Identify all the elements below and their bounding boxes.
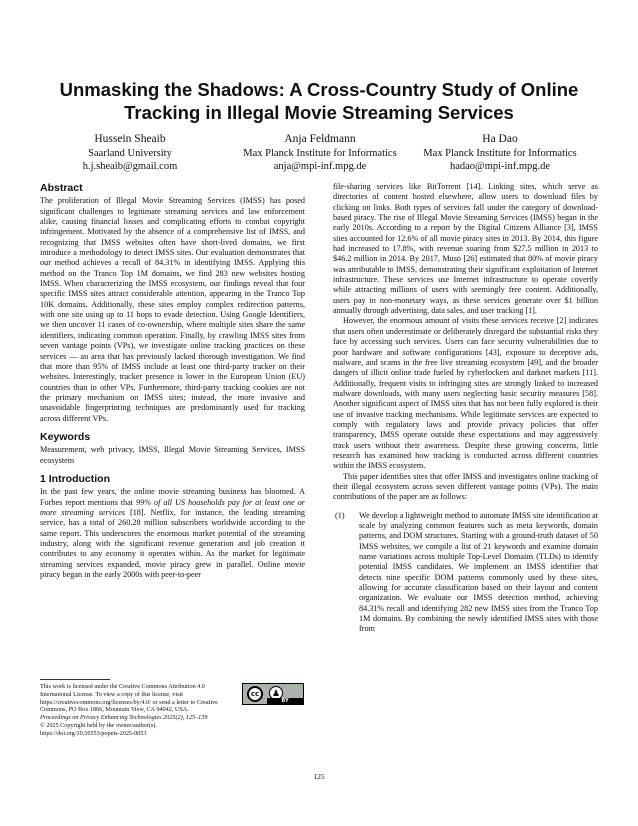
author-email: anja@mpi-inf.mpg.de bbox=[273, 161, 367, 172]
cc-by-badge-icon bbox=[242, 683, 304, 705]
contribution-list-item bbox=[333, 511, 598, 635]
intro-text-b: [18]. Netflix, for instance, the leading streaming service, has a total of 260.28 million subscribers worldwide according to the same report. This underscores the enormous market potential of the streaming industry, along with the significant revenue generation and job creation it contributes to any economy it operates within. As the market for legitimate streaming services expanded, movie piracy grew in parallel. Online movie piracy began in the early 2000s with peer-to-peer bbox=[40, 507, 306, 580]
list-text: We develop a lightweight method to automate IMSS site identification at scale by analyzing common features such as meta keywords, domain patterns, and DOM structures. Starting with a ground-truth dataset of 50 IMSS websites, we compile a list of 21 keywords and examine domain name variations across multiple Top-Level Domains (TLDs) to identify potential IMSS candidates. We implement an IMSS identifier that detects nine specific DOM patterns commonly used by these sites, allowing for accurate classification based on their layout and content organization. We evaluate our IMSS detection method, achieving 84.31% recall and identifying 282 new IMSS sites from the Tranco Top 1M domains. By combining the newly identified IMSS sites with those from bbox=[359, 510, 598, 634]
cc-icon: cc bbox=[247, 686, 263, 702]
intro-text-a: In the past few years, the online movie streaming business has bloomed. A Forbes report mentions that bbox=[40, 487, 305, 507]
paper-title bbox=[40, 78, 598, 124]
proceedings-text bbox=[40, 714, 305, 722]
author-name: Anja Feldmann bbox=[284, 133, 356, 145]
license-footer bbox=[40, 679, 305, 738]
right-column bbox=[333, 182, 598, 635]
author-email: h.j.sheaib@gmail.com bbox=[82, 161, 178, 172]
person-icon: ♟ bbox=[269, 686, 283, 700]
right-paragraph-3: This paper identifies sites that offer IMSS and investigates online tracking of their illegal ecosystem across seven different vantage points (VPs). The main contributions of the paper are as follows: bbox=[333, 471, 598, 502]
intro-italic: 99% of all US households pay for at least one or more streaming services bbox=[40, 497, 305, 517]
intro-paragraph bbox=[40, 487, 305, 580]
author-name: Hussein Sheaib bbox=[94, 133, 166, 145]
author-email: hadao@mpi-inf.mpg.de bbox=[449, 161, 551, 172]
left-column bbox=[40, 183, 305, 580]
author-name: Ha Dao bbox=[482, 133, 518, 145]
title-line-1: Unmasking the Shadows: A Cross-Country Study of Online bbox=[59, 79, 579, 100]
abstract-text: The proliferation of Illegal Movie Streaming Services (IMSS) has posed significant challenges to legitimate streaming services and law enforcement alike, causing financial losses and complicating efforts to combat copyright infringement. Motivated by the absence of a comprehensive list of IMSS, and recognizing that IMSS websites often have short-lived domains, we first introduce a methodology to detect IMSS sites. Our evaluation demonstrates that our method achieves a recall of 84.31% in identifying IMSS. Applying this method on the Tranco Top 1M domains, we find 283 new websites hosting IMSS. When characterizing the IMSS ecosystem, our findings reveal that four specific IMSS sites attract considerable attention, appearing in the Tranco Top 10K domains. Additionally, these sites employ complex redirection patterns, with one site using up to 11 hops to evade detection. Using Google Identifiers, we then uncover 11 cases of co-ownership, where multiple sites share the same identifiers, indicating common operation. Finally, by crawling IMSS sites from seven vantage points (VPs), we investigate online tracking practices on these services — an area that has previously lacked thorough investigation. We find that more than 95% of IMSS include at least one third-party tracker on their websites. Interestingly, tracker presence is lower in the European Union (EU) countries than in other VPs. Furthermore, third-party tracking cookies are not the primary mechanism on IMSS sites; instead, the more invasive and unavoidable fingerprinting techniques are predominantly used for tracking across different VPs. bbox=[40, 196, 305, 423]
intro-heading: 1 Introduction bbox=[40, 472, 110, 485]
right-paragraph-1: file-sharing services like BitTorrent [14]. Linking sites, which serve as directories of content hosted elsewhere, allow users to download files by clicking on links. Both types of services fall under the category of download-based piracy. The rise of Illegal Movie Streaming Services (IMSS) began in the early 2010s. According to a report by the Digital Citizens Alliance [3], IMSS sites accounted for 12.6% of all movie piracy sites in 2013. By 2014, this figure had increased to 17.8%, with revenue soaring from $27.5 million in 2013 to $46.2 million in 2014. By 2017, Muso [26] estimated that 80% of movie piracy was attributable to IMSS, demonstrating their significant exploitation of Internet infrastructure. These services use Internet infrastructure to operate covertly while attracting millions of users with seemingly free content. Additionally, users pay in non-monetary ways, as these services generate over $1 billion annually through advertising, data sales, and user tracking [1]. bbox=[333, 182, 598, 316]
author-affiliation: Max Planck Institute for Informatics bbox=[423, 147, 577, 159]
list-label: (1) bbox=[335, 510, 345, 520]
right-paragraph-2: However, the enormous amount of visits these services receive [2] indicates that users often underestimate or deliberately disregard the substantial risks they face by accessing such services. Users can face security vulnerabilities due to poor hardware and software configurations [43], exposure to deceptive ads, malware, and scams in the free live streaming ecosystem [49], and the broader dangers of illicit online trade fueled by cyberlockers and darknet markets [11]. Additionally, frequent visits to infringing sites are strongly linked to increased malware downloads, with many users neglecting basic security measures [58]. Another significant aspect of IMSS sites that has not been fully explored is their use of invasive tracking mechanisms. While legitimate services are expected to comply with regulatory laws and provide privacy policies that offer transparency, IMSS operate outside these expectations and may aggressively track users without their awareness. Despite these growing concerns, little research has examined how tracking is conducted across different countries within the IMSS ecosystem. bbox=[333, 316, 598, 471]
footer-rule bbox=[40, 679, 110, 680]
author-affiliation: Max Planck Institute for Informatics bbox=[243, 147, 397, 159]
author-affiliation: Saarland University bbox=[88, 147, 172, 159]
proceedings-italic: Proceedings on Privacy Enhancing Technologies 2025(2), 125–139 bbox=[40, 714, 208, 722]
keywords-heading: Keywords bbox=[40, 430, 91, 443]
page-number: 125 bbox=[313, 772, 325, 781]
keywords-text: Measurement, web privacy, IMSS, Illegal Movie Streaming Services, IMSS ecosystem bbox=[40, 445, 305, 465]
license-text: This work is licensed under the Creative Commons Attribution 4.0 International License. To view a copy of this license, visit https://creativecommons.org/licenses/by/4.0/ or send a letter to Creative Commons, PO Box 1866, Mountain View, CA 94042, USA. bbox=[40, 683, 218, 714]
by-label: BY bbox=[267, 698, 303, 704]
author-block bbox=[60, 133, 580, 183]
author-3 bbox=[400, 133, 600, 174]
abstract-heading: Abstract bbox=[40, 182, 83, 194]
license-row bbox=[40, 683, 305, 714]
author-1 bbox=[60, 133, 200, 174]
author-2 bbox=[220, 133, 420, 174]
doi-link[interactable]: https://doi.org/10.56553/popets-2025-0053 bbox=[40, 729, 147, 737]
title-line-2: Tracking in Illegal Movie Streaming Services bbox=[124, 102, 514, 123]
copyright-text: © 2025 Copyright held by the owner/author(s). bbox=[40, 721, 157, 729]
